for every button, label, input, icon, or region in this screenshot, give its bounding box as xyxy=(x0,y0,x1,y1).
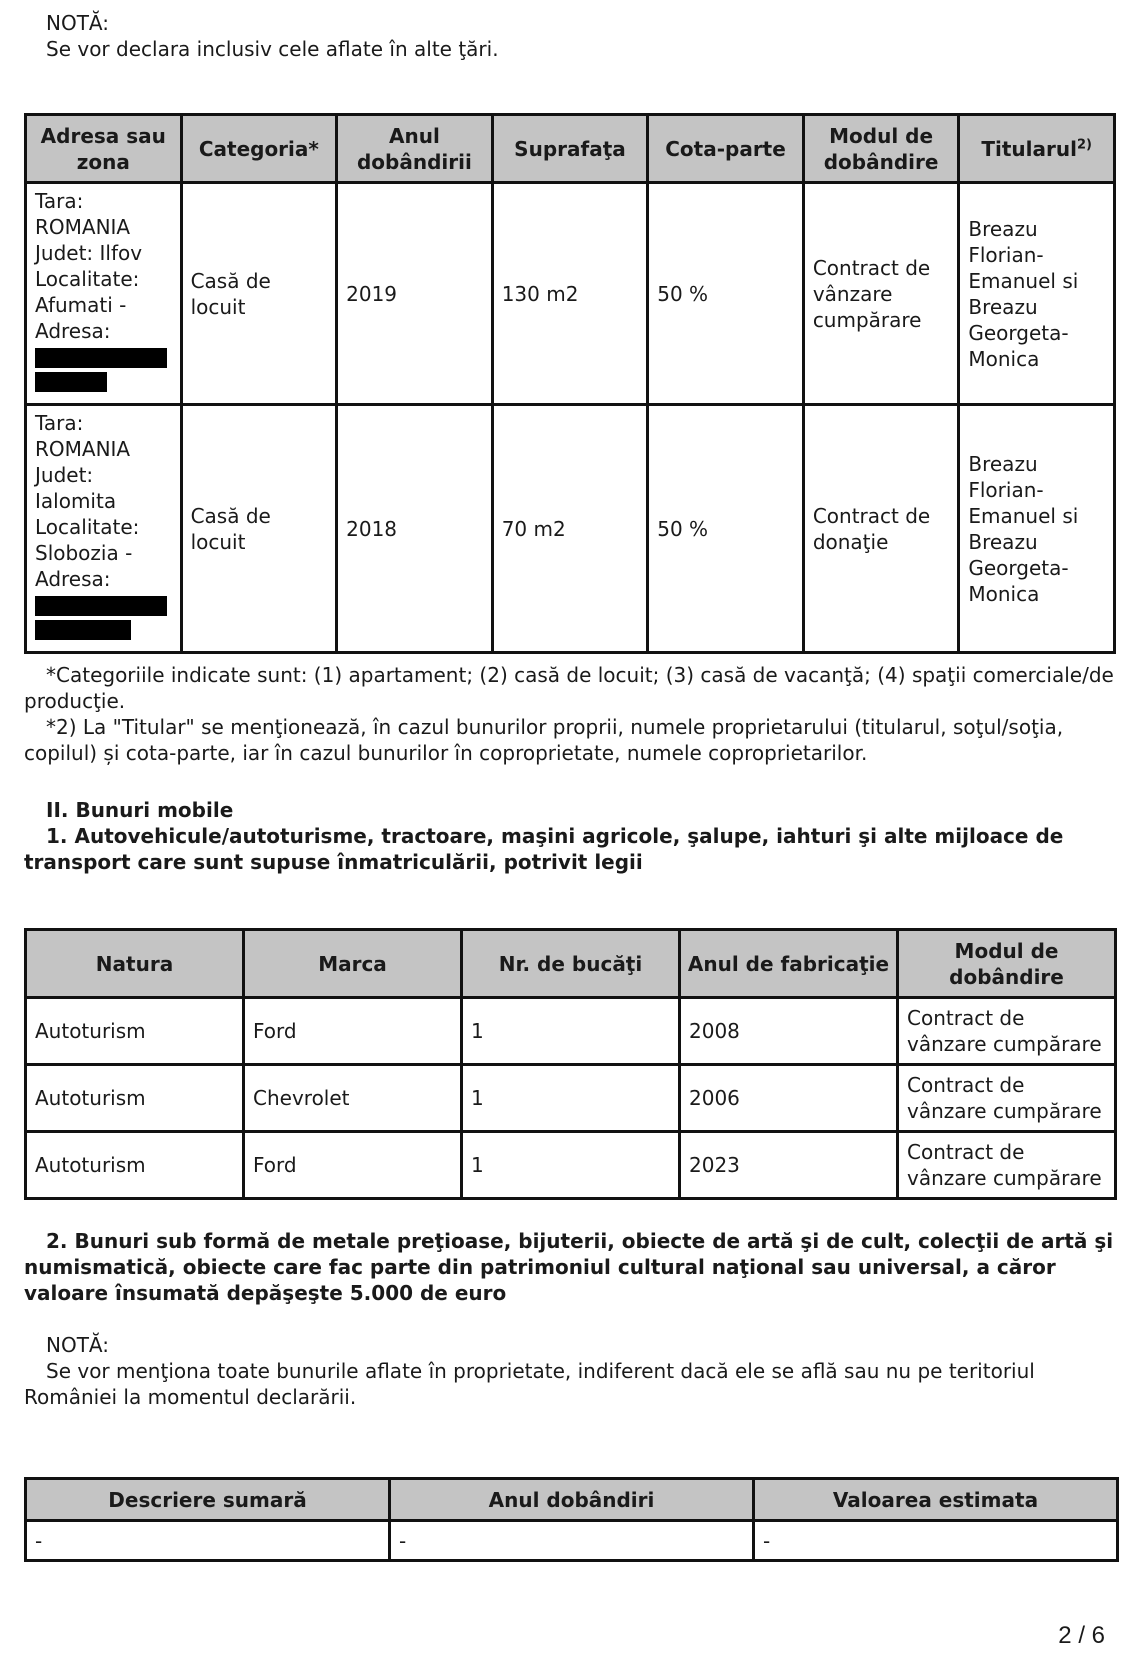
count-cell: 1 xyxy=(462,1132,680,1199)
table-row xyxy=(26,1132,1116,1199)
acquisition-cell: Contract de vânzare cumpărare xyxy=(898,1065,1116,1132)
year-cell: 2019 xyxy=(337,183,493,405)
col-header-acquisition: Modul de dobândire xyxy=(898,930,1116,998)
nature-cell: Autoturism xyxy=(26,1065,244,1132)
share-cell: 50 % xyxy=(648,183,804,405)
redacted-block xyxy=(35,348,167,368)
address-cell: Tara: ROMANIA Judet: Ialomita Localitate: Slobozia - Adresa: xyxy=(26,405,182,653)
year-cell: 2023 xyxy=(680,1132,898,1199)
table-row xyxy=(26,405,1115,653)
real-estate-table xyxy=(24,113,1116,654)
section-movable-goods xyxy=(24,797,1114,875)
col-header-manufacture-year: Anul de fabricaţie xyxy=(680,930,898,998)
col-header-nature: Natura xyxy=(26,930,244,998)
vehicles-table xyxy=(24,928,1117,1200)
description-cell: - xyxy=(26,1521,390,1561)
address-cell: Tara: ROMANIA Judet: Ilfov Localitate: Afumati - Adresa: xyxy=(26,183,182,405)
col-header-address: Adresa sau zona xyxy=(26,115,182,183)
nature-cell: Autoturism xyxy=(26,998,244,1065)
table-header-row xyxy=(26,115,1115,183)
valuables-table xyxy=(24,1477,1119,1562)
redacted-block xyxy=(35,372,107,392)
col-header-year: Anul dobândirii xyxy=(337,115,493,183)
brand-cell: Chevrolet xyxy=(244,1065,462,1132)
acquisition-cell: Contract de vânzare cumpărare xyxy=(898,998,1116,1065)
year-cell: 2008 xyxy=(680,998,898,1065)
category-cell: Casă de locuit xyxy=(181,183,337,405)
acquisition-year-cell: - xyxy=(390,1521,754,1561)
acquisition-cell: Contract de vânzare cumpărare xyxy=(803,183,959,405)
table-row xyxy=(26,1521,1118,1561)
redacted-block xyxy=(35,620,131,640)
col-header-acquisition-year: Anul dobândiri xyxy=(390,1479,754,1521)
col-header-holder: Titularul$^{2)}$ xyxy=(959,115,1115,183)
col-header-area: Suprafaţa xyxy=(492,115,648,183)
note-label: NOTĂ: xyxy=(46,11,109,35)
area-cell: 70 m2 xyxy=(492,405,648,653)
section-title: II. Bunuri mobile xyxy=(46,798,234,822)
nature-cell: Autoturism xyxy=(26,1132,244,1199)
year-cell: 2018 xyxy=(337,405,493,653)
acquisition-cell: Contract de vânzare cumpărare xyxy=(898,1132,1116,1199)
valuables-title: 2. Bunuri sub formă de metale preţioase, bijuterii, obiecte de artă şi de cult, colecţii de artă şi numismatică, obiecte care fac parte din patrimoniul cultural naţional sau universal, a căror valoare însumată depăşeşte 5.000 de euro xyxy=(24,1229,1114,1305)
subsection-vehicles-title: 1. Autovehicule/autoturisme, tractoare, maşini agricole, şalupe, iahturi şi alte mijloace de transport care sunt supuse înmatriculării, potrivit legii xyxy=(24,824,1064,874)
holder-cell: Breazu Florian-Emanuel si Breazu Georgeta-Monica xyxy=(959,183,1115,405)
footnote-categories: *Categoriile indicate sunt: (1) apartament; (2) casă de locuit; (3) casă de vacanţă; (4) spaţii comerciale/de producţie. xyxy=(24,663,1114,713)
table-row xyxy=(26,1065,1116,1132)
col-header-category: Categoria* xyxy=(181,115,337,183)
col-header-brand: Marca xyxy=(244,930,462,998)
table-row xyxy=(26,183,1115,405)
redacted-block xyxy=(35,596,167,616)
top-note xyxy=(46,10,1106,62)
holder-cell: Breazu Florian-Emanuel si Breazu Georgeta-Monica xyxy=(959,405,1115,653)
category-cell: Casă de locuit xyxy=(181,405,337,653)
col-header-acquisition: Modul de dobândire xyxy=(803,115,959,183)
col-header-count: Nr. de bucăţi xyxy=(462,930,680,998)
table-header-row xyxy=(26,1479,1118,1521)
count-cell: 1 xyxy=(462,1065,680,1132)
acquisition-cell: Contract de donaţie xyxy=(803,405,959,653)
note-text: Se vor declara inclusiv cele aflate în alte ţări. xyxy=(46,37,499,61)
footnotes xyxy=(24,662,1114,766)
valuables-note-label: NOTĂ: xyxy=(46,1333,109,1357)
table-header-row xyxy=(26,930,1116,998)
col-header-estimated-value: Valoarea estimata xyxy=(754,1479,1118,1521)
year-cell: 2006 xyxy=(680,1065,898,1132)
share-cell: 50 % xyxy=(648,405,804,653)
footnote-titular: *2) La "Titular" se menţionează, în cazul bunurilor proprii, numele proprietarului (titularul, soţul/soţia, copilul) și cota-parte, iar în cazul bunurilor în coproprietate, numele coproprietarilor. xyxy=(24,715,1064,765)
table-row xyxy=(26,998,1116,1065)
count-cell: 1 xyxy=(462,998,680,1065)
brand-cell: Ford xyxy=(244,1132,462,1199)
page-number: 2 / 6 xyxy=(1058,1622,1105,1649)
area-cell: 130 m2 xyxy=(492,183,648,405)
col-header-share: Cota-parte xyxy=(648,115,804,183)
section-valuables xyxy=(24,1228,1114,1410)
estimated-value-cell: - xyxy=(754,1521,1118,1561)
valuables-note-text: Se vor menţiona toate bunurile aflate în proprietate, indiferent dacă ele se află sau nu pe teritoriul României la momentul declarării. xyxy=(24,1359,1035,1409)
col-header-description: Descriere sumară xyxy=(26,1479,390,1521)
brand-cell: Ford xyxy=(244,998,462,1065)
